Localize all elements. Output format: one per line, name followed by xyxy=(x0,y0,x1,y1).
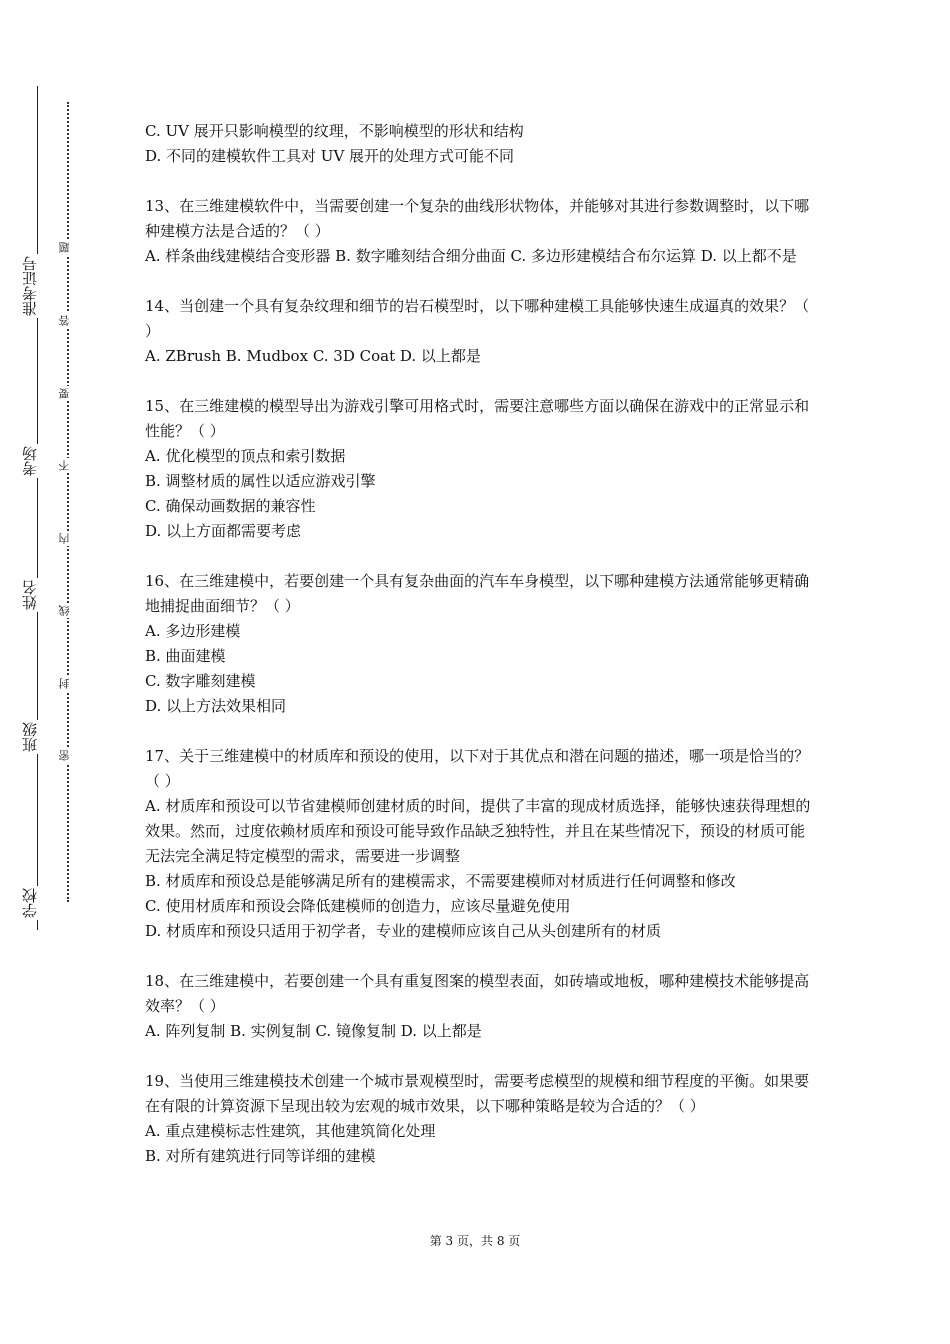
binding-dotted-line xyxy=(67,102,69,902)
dotted-mark: 不 xyxy=(59,458,75,473)
option: B. 材质库和预设总是能够满足所有的建模需求，不需要建模师对材质进行任何调整和修改 xyxy=(145,872,736,890)
dotted-mark: 封 xyxy=(59,676,75,691)
option: A. ZBrush B. Mudbox C. 3D Coat D. 以上都是 xyxy=(145,347,481,365)
question-stem: 16、在三维建模中，若要创建一个具有复杂曲面的汽车车身模型，以下哪种建模方法通常能够更精确地捕捉曲面细节？（ ） xyxy=(145,572,810,615)
partial-question xyxy=(145,119,813,169)
dotted-mark: 题 xyxy=(59,240,75,255)
binding-solid-line xyxy=(37,86,38,930)
question-14 xyxy=(145,294,813,369)
option: D. 材质库和预设只适用于初学者，专业的建模师应该自己从头创建所有的材质 xyxy=(145,922,662,940)
dotted-mark: 答 xyxy=(59,313,75,328)
dotted-mark: 内 xyxy=(59,531,75,546)
dotted-mark: 要 xyxy=(59,386,75,401)
question-16 xyxy=(145,569,813,719)
option: D. 以上方法效果相同 xyxy=(145,697,287,715)
option: B. 调整材质的属性以适应游戏引擎 xyxy=(145,472,376,490)
question-stem: 18、在三维建模中，若要创建一个具有重复图案的模型表面，如砖墙或地板，哪种建模技术能够提高效率？（ ） xyxy=(145,972,810,1015)
dotted-mark: 密 xyxy=(59,748,75,763)
question-stem: 17、关于三维建模中的材质库和预设的使用，以下对于其优点和潜在问题的描述，哪一项是恰当的？（ ） xyxy=(145,747,810,790)
option: A. 重点建模标志性建筑，其他建筑简化处理 xyxy=(145,1122,436,1140)
question-stem: 14、当创建一个具有复杂纹理和细节的岩石模型时，以下哪种建模工具能够快速生成逼真的效果？（ ） xyxy=(145,297,810,340)
option: B. 对所有建筑进行同等详细的建模 xyxy=(145,1147,376,1165)
label-exam-room: 考场 xyxy=(22,444,52,478)
question-17 xyxy=(145,744,813,944)
option: A. 优化模型的顶点和索引数据 xyxy=(145,447,346,465)
question-content xyxy=(145,119,813,1194)
option: C. UV 展开只影响模型的纹理，不影响模型的形状和结构 xyxy=(145,122,524,140)
page-footer: 第 3 页，共 8 页 xyxy=(429,1234,521,1248)
option: D. 不同的建模软件工具对 UV 展开的处理方式可能不同 xyxy=(145,147,515,165)
dotted-mark: 线 xyxy=(59,603,75,618)
option: B. 曲面建模 xyxy=(145,647,226,665)
question-13 xyxy=(145,194,813,269)
option: A. 材质库和预设可以节省建模师创建材质的时间，提供了丰富的现成材质选择，能够快速获得理想的效果。然而，过度依赖材质库和预设可能导致作品缺乏独特性，并且在某些情况下，预设的材质可能无法完全满足特定模型的需求，需要进一步调整 xyxy=(145,797,811,865)
option: C. 使用材质库和预设会降低建模师的创造力，应该尽量避免使用 xyxy=(145,897,571,915)
question-15 xyxy=(145,394,813,544)
option: D. 以上方面都需要考虑 xyxy=(145,522,302,540)
question-18 xyxy=(145,969,813,1044)
option: C. 确保动画数据的兼容性 xyxy=(145,497,316,515)
label-name: 姓名 xyxy=(22,578,52,612)
option: C. 数字雕刻建模 xyxy=(145,672,256,690)
label-exam-number: 准考证号 xyxy=(22,254,52,318)
label-school: 学校 xyxy=(22,886,52,920)
option: A. 样条曲线建模结合变形器 B. 数字雕刻结合细分曲面 C. 多边形建模结合布尔运算 D. 以上都不是 xyxy=(145,247,797,265)
question-stem: 13、在三维建模软件中，当需要创建一个复杂的曲线形状物体，并能够对其进行参数调整时，以下哪种建模方法是合适的？（ ） xyxy=(145,197,810,240)
question-stem: 15、在三维建模的模型导出为游戏引擎可用格式时，需要注意哪些方面以确保在游戏中的正常显示和性能？（ ） xyxy=(145,397,810,440)
option: A. 多边形建模 xyxy=(145,622,241,640)
question-19 xyxy=(145,1069,813,1169)
question-stem: 19、当使用三维建模技术创建一个城市景观模型时，需要考虑模型的规模和细节程度的平衡。如果要在有限的计算资源下呈现出较为宏观的城市效果，以下哪种策略是较为合适的？（ ） xyxy=(145,1072,810,1115)
label-class: 班级 xyxy=(22,720,52,754)
option: A. 阵列复制 B. 实例复制 C. 镜像复制 D. 以上都是 xyxy=(145,1022,482,1040)
